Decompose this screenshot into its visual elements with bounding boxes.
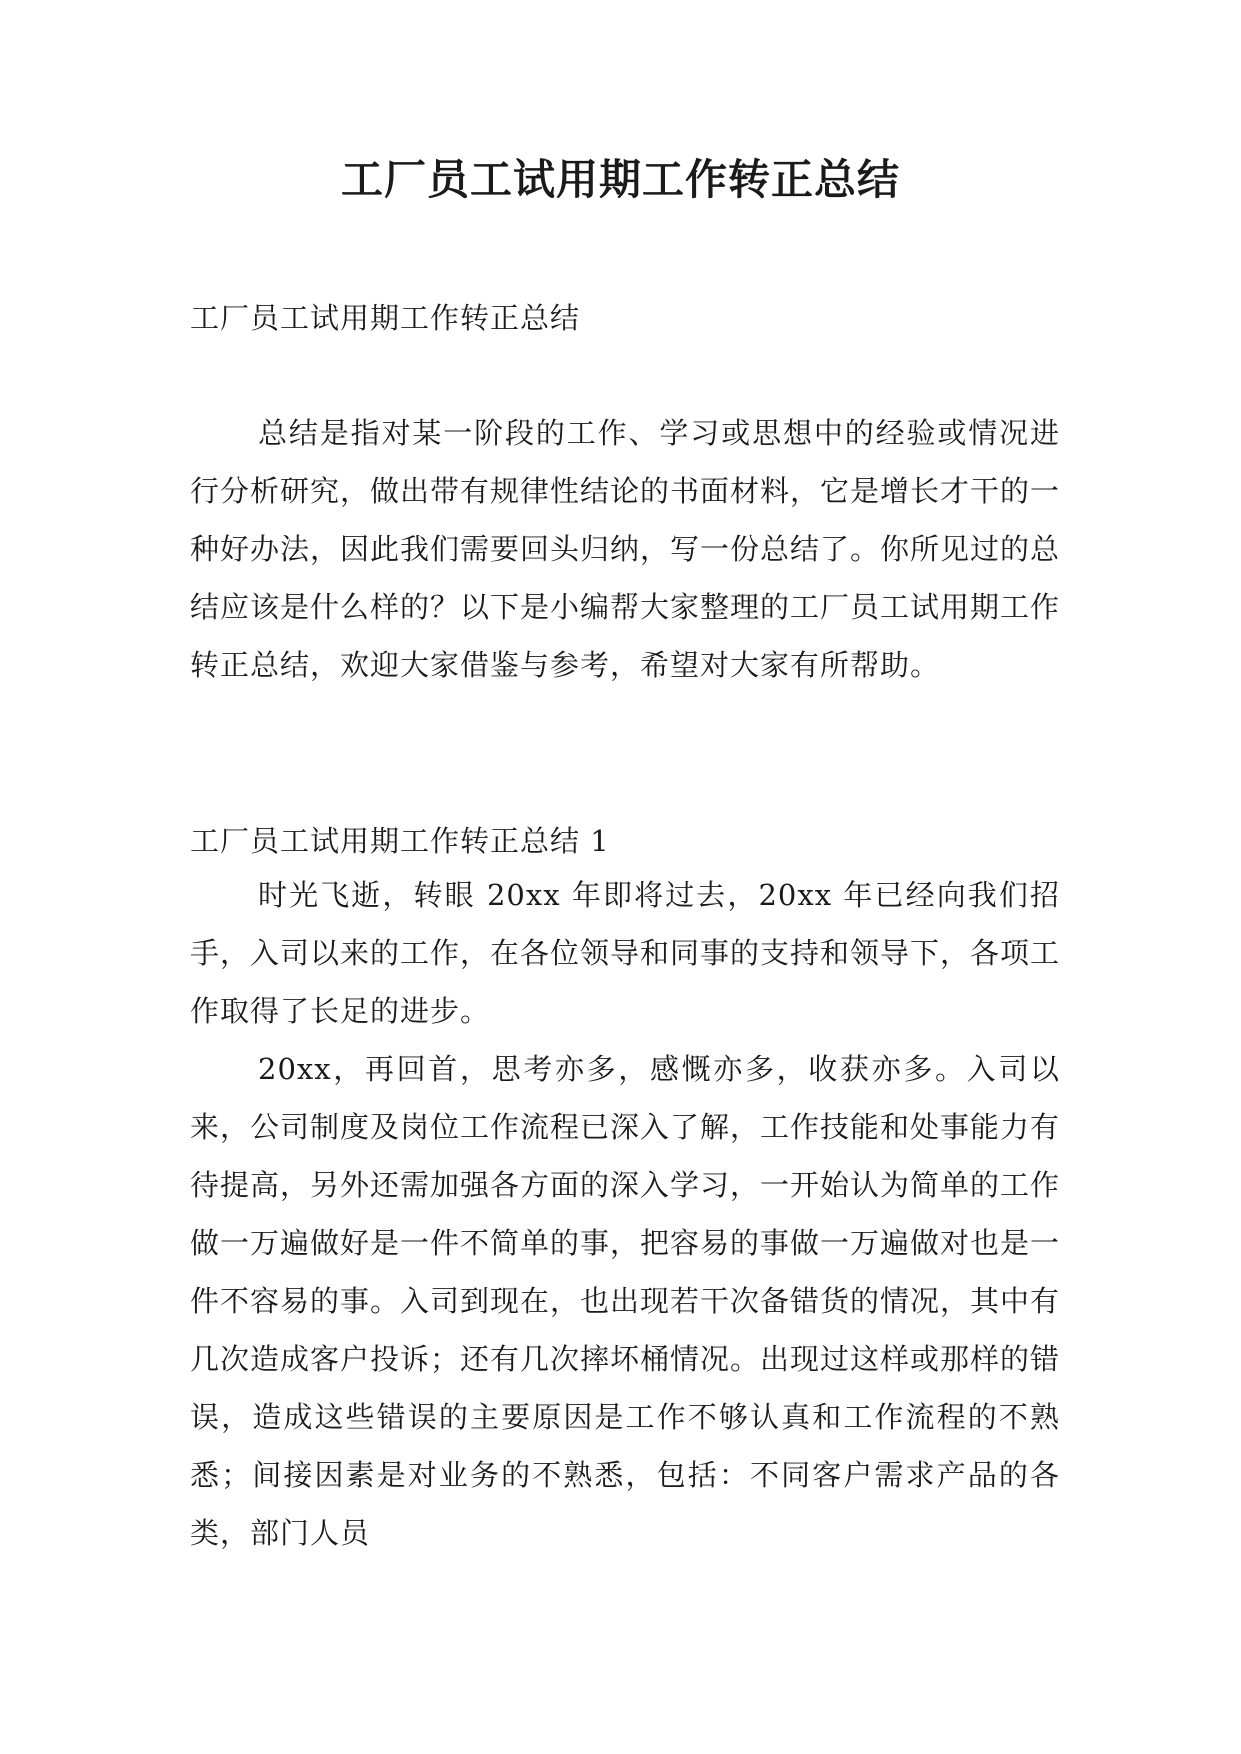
body-paragraph: 时光飞逝，转眼 20xx 年即将过去，20xx 年已经向我们招手，入司以来的工作，在各位领导和同事的支持和领导下，各项工作取得了长足的进步。	[190, 878, 1061, 1028]
section-heading: 工厂员工试用期工作转正总结 1	[190, 824, 610, 858]
intro-paragraph: 总结是指对某一阶段的工作、学习或思想中的经验或情况进行分析研究，做出带有规律性结论的书面材料，它是增长才干的一种好办法，因此我们需要回头归纳，写一份总结了。你所见过的总结应该是什么样的？以下是小编帮大家整理的工厂员工试用期工作转正总结，欢迎大家借鉴与参考，希望对大家有所帮助。	[190, 416, 1061, 682]
document-subtitle: 工厂员工试用期工作转正总结	[190, 301, 581, 335]
document-title: 工厂员工试用期工作转正总结	[340, 155, 900, 204]
body-paragraph: 20xx，再回首，思考亦多，感慨亦多，收获亦多。入司以来，公司制度及岗位工作流程已深入了解，工作技能和处事能力有待提高，另外还需加强各方面的深入学习，一开始认为简单的工作做一万遍做好是一件不简单的事，把容易的事做一万遍做对也是一件不容易的事。入司到现在，也出现若干次备错货的情况，其中有几次造成客户投诉；还有几次摔坏桶情况。出现过这样或那样的错误，造成这些错误的主要原因是工作不够认真和工作流程的不熟悉；间接因素是对业务的不熟悉，包括：不同客户需求产品的各类，部门人员	[190, 1052, 1061, 1550]
